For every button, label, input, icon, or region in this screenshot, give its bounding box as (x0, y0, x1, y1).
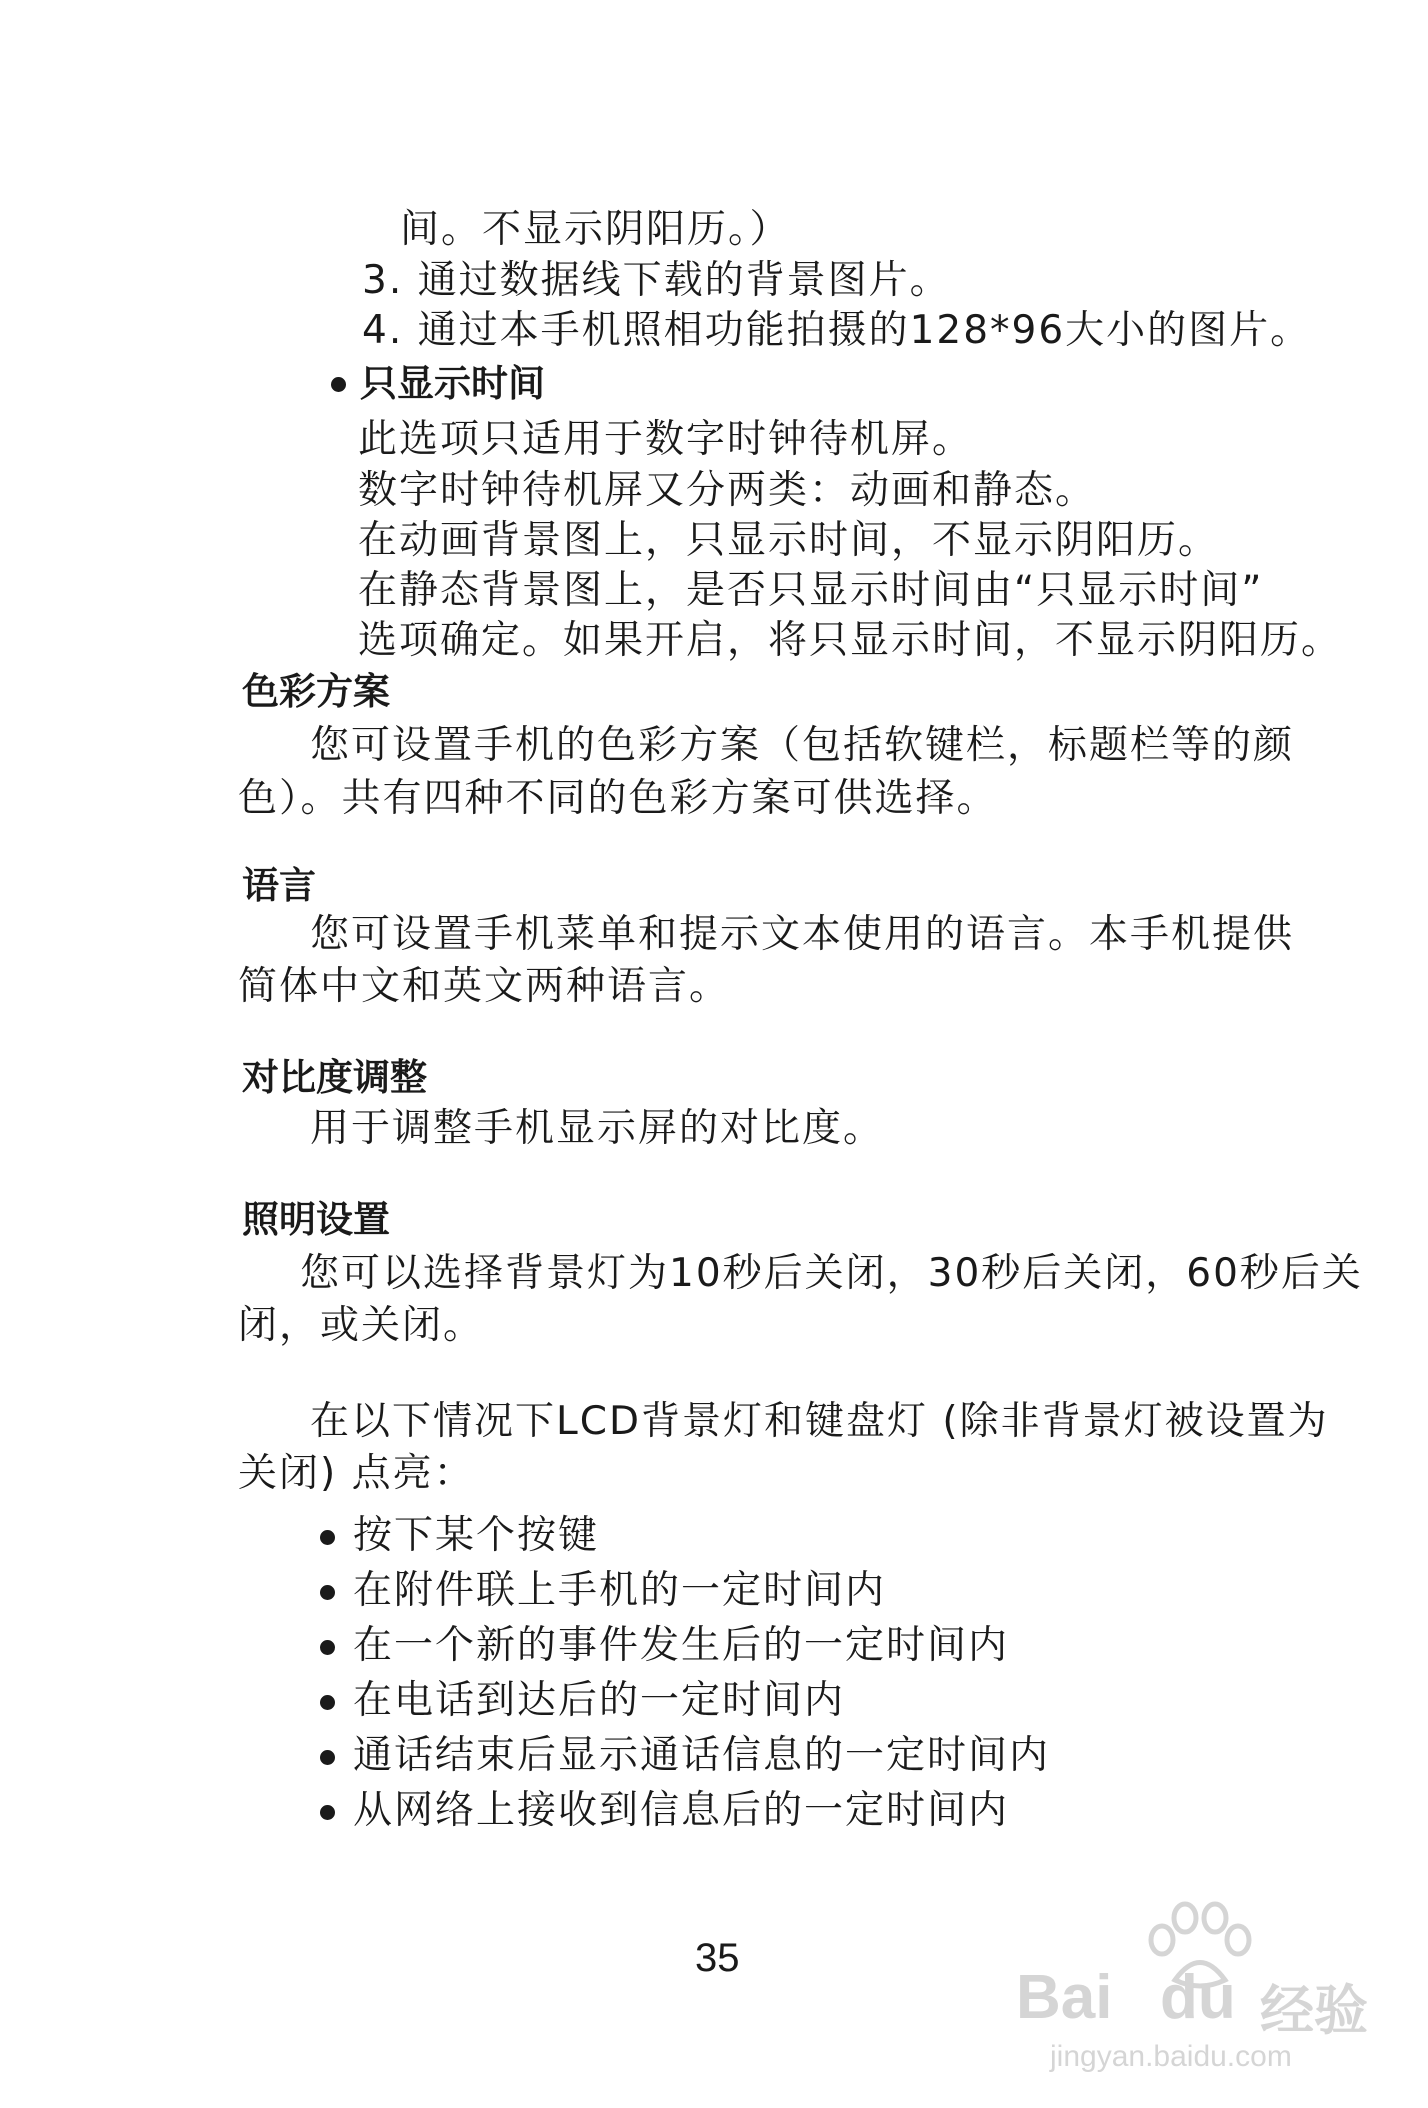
text-line: 闭，或关闭。 (238, 1303, 485, 1348)
section-title: 色彩方案 (242, 669, 390, 713)
watermark-brand-du: du (1160, 1963, 1236, 2032)
section-title: 对比度调整 (242, 1055, 427, 1099)
bullet-icon (331, 377, 346, 392)
list-item: 在一个新的事件发生后的一定时间内 (353, 1623, 1010, 1668)
text-line: 您可设置手机菜单和提示文本使用的语言。本手机提供 (310, 912, 1295, 957)
bullet-icon (320, 1640, 335, 1655)
watermark-url: jingyan.baidu.com (1050, 2040, 1292, 2073)
list-item: 通话结束后显示通话信息的一定时间内 (353, 1733, 1051, 1778)
text-line: 在静态背景图上，是否只显示时间由“只显示时间” (358, 568, 1264, 613)
text-line: 4. 通过本手机照相功能拍摄的128*96大小的图片。 (362, 308, 1312, 353)
list-item: 按下某个按键 (353, 1513, 600, 1558)
text-line: 您可设置手机的色彩方案（包括软键栏，标题栏等的颜 (310, 723, 1295, 768)
text-line: 选项确定。如果开启，将只显示时间，不显示阴阳历。 (358, 618, 1343, 663)
text-line: 您可以选择背景灯为10秒后关闭，30秒后关闭，60秒后关 (300, 1251, 1363, 1296)
page-number: 35 (695, 1936, 740, 1980)
text-line: 间。不显示阴阳历。） (400, 207, 791, 252)
text-line: 3. 通过数据线下载的背景图片。 (362, 258, 951, 303)
section-title: 照明设置 (242, 1197, 390, 1241)
section-title: 语言 (242, 863, 316, 907)
text-line: 在动画背景图上，只显示时间，不显示阴阳历。 (358, 518, 1220, 563)
bullet-icon (320, 1695, 335, 1710)
baidu-watermark (1010, 1900, 1410, 2080)
list-item: 从网络上接收到信息后的一定时间内 (353, 1788, 1010, 1833)
text-line: 在以下情况下LCD背景灯和键盘灯 (除非背景灯被设置为 (310, 1399, 1329, 1444)
watermark-brand: Bai (1016, 1963, 1113, 2032)
text-line: 数字时钟待机屏又分两类：动画和静态。 (358, 468, 1097, 513)
list-item: 在电话到达后的一定时间内 (353, 1678, 846, 1723)
list-item: 在附件联上手机的一定时间内 (353, 1568, 887, 1613)
bullet-icon (320, 1530, 335, 1545)
watermark-cn: 经验 (1260, 1981, 1368, 2041)
bullet-icon (320, 1750, 335, 1765)
section-subtitle: 只显示时间 (360, 361, 545, 405)
text-line: 关闭) 点亮： (238, 1451, 475, 1496)
text-line: 此选项只适用于数字时钟待机屏。 (358, 417, 974, 462)
bullet-icon (320, 1585, 335, 1600)
text-line: 简体中文和英文两种语言。 (238, 964, 731, 1009)
bullet-icon (320, 1805, 335, 1820)
text-line: 色）。共有四种不同的色彩方案可供选择。 (238, 776, 998, 821)
text-line: 用于调整手机显示屏的对比度。 (310, 1106, 885, 1151)
